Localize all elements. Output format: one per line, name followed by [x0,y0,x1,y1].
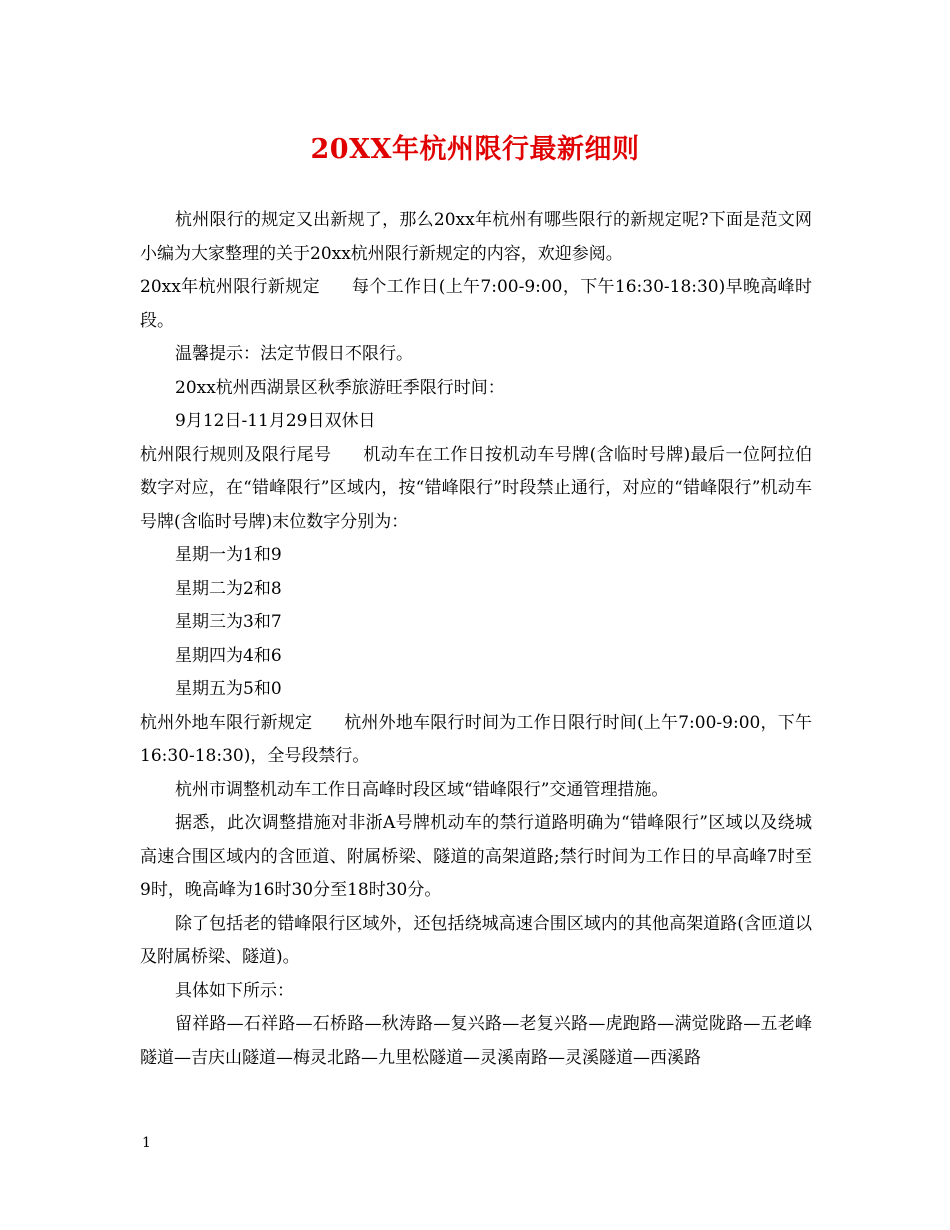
section-heading-plate-rules: 杭州限行规则及限行尾号 [140,444,332,465]
document-title: 20XX年杭州限行最新细则 [310,134,640,165]
weekday-thursday: 星期四为4和6 [175,645,282,666]
weekday-friday: 星期五为5和0 [175,679,282,699]
section-text-plate-rules: 机动车在工作日按机动车号牌(含临时号牌)最后一位阿拉伯数字对应，在“错峰限行”区域内，按“错峰限行”时段禁止通行，对应的“错峰限行”机动车号牌(含临时号牌)末位数字分别为： [140,444,813,532]
document-body [140,204,812,1075]
paragraph-list-intro: 具体如下所示： [175,980,294,1001]
paragraph-plate-rules [140,439,812,540]
paragraph-adjustment: 杭州市调整机动车工作日高峰时段区域“错峰限行”交通管理措施。 [175,779,669,800]
section-heading-new-rule: 20xx年杭州限行新规定 [140,277,320,297]
paragraph-west-lake-dates: 9月12日-11月29日双休日 [175,411,376,431]
paragraph-holiday-note: 温馨提示：法定节假日不限行。 [175,344,413,364]
page-number: 1 [142,1135,151,1151]
weekday-monday: 星期一为1和9 [175,545,282,565]
section-text-new-rule: 每个工作日(上午7:00-9:00，下午16:30-18:30)早晚高峰时段。 [140,277,813,331]
paragraph-west-lake-title: 20xx杭州西湖景区秋季旅游旺季限行时间： [175,377,505,398]
section-heading-nonlocal-cars: 杭州外地车限行新规定 [140,712,313,733]
paragraph-intro: 杭州限行的规定又出新规了，那么20xx年杭州有哪些限行的新规定呢?下面是范文网小编为大家整理的关于20xx杭州限行新规定的内容，欢迎参阅。 [140,210,812,264]
weekday-wednesday: 星期三为3和7 [175,612,282,632]
section-text-nonlocal-cars: 杭州外地车限行时间为工作日限行时间(上午7:00-9:00，下午16:30-18:30)，全号段禁行。 [140,712,812,766]
paragraph-details: 据悉，此次调整措施对非浙A号牌机动车的禁行道路明确为“错峰限行”区域以及绕城高速合围区域内的含匝道、附属桥梁、隧道的高架道路;禁行时间为工作日的早高峰7时至9时，晚高峰为16时30分至18时30分。 [140,813,812,900]
paragraph-new-rule [140,271,812,338]
weekday-tuesday: 星期二为2和8 [175,578,282,599]
paragraph-scope: 除了包括老的错峰限行区域外，还包括绕城高速合围区域内的其他高架道路(含匝道以及附属桥梁、隧道)。 [140,913,812,967]
paragraph-road-list: 留祥路—石祥路—石桥路—秋涛路—复兴路—老复兴路—虎跑路—满觉陇路—五老峰隧道—吉庆山隧道—梅灵北路—九里松隧道—灵溪南路—灵溪隧道—西溪路 [140,1014,812,1068]
paragraph-nonlocal-cars [140,707,812,774]
